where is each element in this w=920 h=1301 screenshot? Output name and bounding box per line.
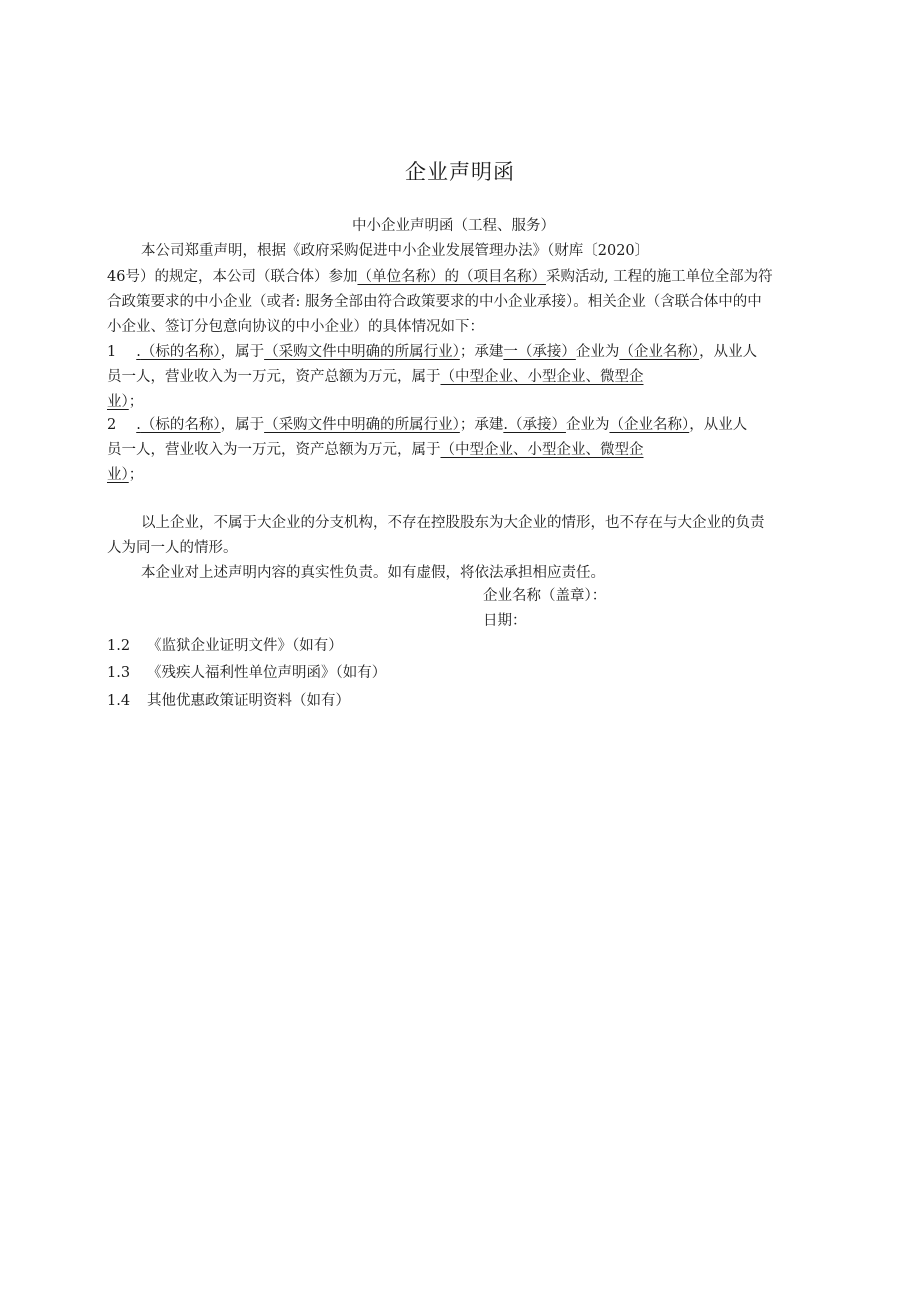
section-1-2-text: 《监狱企业证明文件》（如有） bbox=[147, 638, 343, 654]
item-2-industry: （采购文件中明确的所属行业） bbox=[264, 417, 460, 433]
item-1-line-2 bbox=[107, 367, 644, 387]
item-1-company-is: 企业为 bbox=[575, 344, 620, 360]
item-1-line-1 bbox=[107, 342, 757, 362]
item-1-size: （中型企业、小型企业、微型企 bbox=[440, 369, 644, 385]
section-1-4-text: 其他优惠政策证明资料（如有） bbox=[147, 693, 350, 709]
unit-name-blank: （单位名称） bbox=[357, 269, 445, 285]
intro-line-2-tail: 采购活动, 工程的施工单位全部为符 bbox=[545, 269, 773, 285]
item-1-belongs: ，属于 bbox=[220, 344, 265, 360]
item-2-line-2-text: 员一人，营业收入为一万元，资产总额为万元，属于 bbox=[107, 442, 441, 458]
item-2-size: （中型企业、小型企业、微型企 bbox=[440, 442, 644, 458]
item-1-industry: （采购文件中明确的所属行业） bbox=[264, 344, 460, 360]
project-name-blank: （项目名称） bbox=[458, 269, 546, 285]
item-2-build: ；承建 bbox=[459, 417, 504, 433]
item-1-lot-name: （标的名称） bbox=[140, 344, 221, 360]
closing-para-1-line-1: 以上企业，不属于大企业的分支机构，不存在控股股东为大企业的情形，也不存在与大企业的负责 bbox=[141, 515, 765, 531]
of-text: 的 bbox=[444, 269, 459, 285]
section-1-3 bbox=[107, 663, 386, 683]
intro-line-3: 合政策要求的中小企业（或者: 服务全部由符合政策要求的中小企业承接）。相关企业（含联合体中的中 bbox=[107, 294, 762, 310]
company-seal-label: 企业名称（盖章）： bbox=[483, 588, 607, 604]
item-1-build-fill: 一（承接） bbox=[503, 344, 576, 360]
item-2-number: 2 bbox=[107, 417, 117, 433]
item-2-line-1 bbox=[107, 415, 747, 435]
item-1-company-name: （企业名称） bbox=[619, 344, 700, 360]
intro-line-1: 本公司郑重声明，根据《政府采购促进中小企业发展管理办法》（财库〔2020〕 bbox=[141, 243, 650, 259]
section-1-3-text: 《残疾人福利性单位声明函》（如有） bbox=[147, 665, 387, 681]
item-2-end: ； bbox=[128, 467, 144, 483]
item-2-belongs: ，属于 bbox=[220, 417, 265, 433]
item-2-line-3 bbox=[107, 465, 143, 485]
item-2-dot: . bbox=[136, 417, 141, 433]
item-2-company-is: 企业为 bbox=[565, 417, 610, 433]
item-2-size-tail: 业） bbox=[107, 467, 129, 483]
section-1-4 bbox=[107, 691, 350, 711]
item-2-staff-lead: ，从业人 bbox=[689, 417, 748, 433]
section-1-3-number: 1.3 bbox=[107, 665, 131, 681]
item-1-build: ；承建 bbox=[459, 344, 504, 360]
closing-para-2: 本企业对上述声明内容的真实性负责。如有虚假，将依法承担相应责任。 bbox=[141, 565, 605, 581]
section-1-2-number: 1.2 bbox=[107, 638, 131, 654]
section-1-2 bbox=[107, 636, 343, 656]
item-2-company-name: （企业名称） bbox=[609, 417, 690, 433]
intro-line-4: 小企业、签订分包意向协议的中小企业）的具体情况如下： bbox=[107, 319, 484, 335]
intro-line-2-lead: 46号）的规定，本公司（联合体）参加 bbox=[107, 269, 358, 285]
page-title: 企业声明函 bbox=[405, 160, 515, 184]
item-1-line-3 bbox=[107, 392, 143, 412]
item-1-dot: . bbox=[136, 344, 141, 360]
item-1-end: ； bbox=[128, 394, 144, 410]
closing-para-1-line-2: 人为同一人的情形。 bbox=[107, 540, 238, 556]
item-1-number: 1 bbox=[107, 344, 117, 360]
item-1-staff-lead: ，从业人 bbox=[699, 344, 758, 360]
section-1-4-number: 1.4 bbox=[107, 693, 131, 709]
item-2-lot-name: （标的名称） bbox=[140, 417, 221, 433]
date-label: 日期： bbox=[483, 613, 527, 629]
intro-line-2 bbox=[107, 267, 773, 287]
item-1-size-tail: 业） bbox=[107, 394, 129, 410]
item-1-line-2-text: 员一人，营业收入为一万元，资产总额为万元，属于 bbox=[107, 369, 441, 385]
subtitle: 中小企业声明函（工程、服务） bbox=[352, 218, 555, 234]
item-2-line-2 bbox=[107, 440, 644, 460]
item-2-build-fill: .（承接） bbox=[503, 417, 566, 433]
